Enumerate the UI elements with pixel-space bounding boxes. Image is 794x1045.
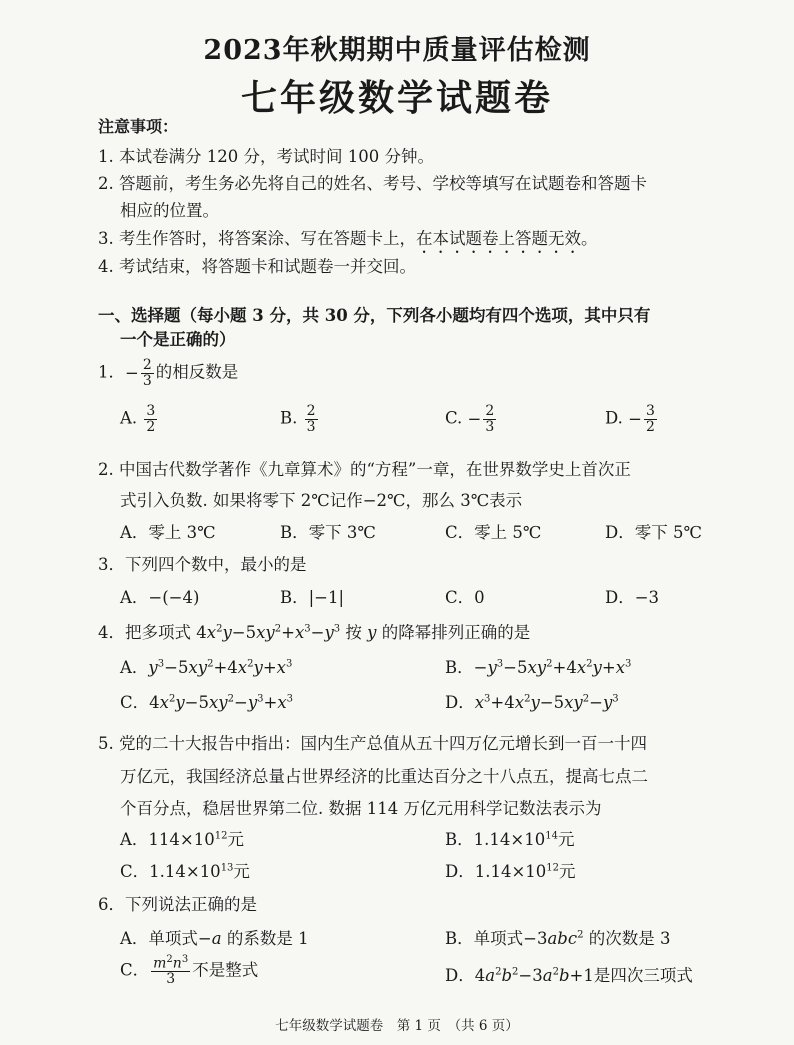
q1-frac-den: 3 [142, 372, 152, 389]
q5-c-unit: 元 [233, 862, 250, 881]
q6-option-a[interactable] [120, 925, 309, 949]
q4-c-label: C． [120, 693, 150, 712]
q1-d-fraction [644, 404, 657, 434]
q6-option-b[interactable] [445, 925, 670, 949]
q2-option-b[interactable]: B．零下 3℃ [280, 523, 376, 542]
q6-a-post: 的系数是 1 [221, 929, 309, 948]
q5-a-label: A． [120, 830, 149, 849]
q4-a-label: A． [120, 658, 149, 677]
q3-option-b[interactable]: B．|−1| [280, 588, 345, 607]
question-6: 6．下列说法正确的是 [98, 895, 257, 914]
q5-b-unit: 元 [557, 830, 575, 849]
exam-title: 2023年秋期期中质量评估检测 [203, 35, 591, 66]
q1-number: 1． [98, 362, 125, 382]
q6-c-fraction [151, 955, 190, 987]
q1-option-c[interactable] [445, 404, 498, 434]
q4-a-expr: $y^3-5xy^2+4x^2y+x^3$ [148, 658, 293, 677]
q1-option-b[interactable] [280, 404, 320, 434]
q4-stem-c: 的降幂排列正确的是 [376, 623, 531, 642]
q5-a-base: 114×10 [148, 830, 215, 849]
q6-c-den: 3 [166, 971, 176, 988]
question-2-line2: 式引入负数. 如果将零下 2℃记作−2℃，那么 3℃表示 [120, 491, 523, 510]
section-heading-cont: 一个是正确的） [120, 330, 236, 349]
q1-c-label: C. [445, 408, 463, 428]
q5-b-exp: 14 [545, 830, 558, 842]
q4-var: y [367, 623, 377, 642]
q5-d-exp: 12 [546, 862, 560, 874]
note-1: 1. 本试卷满分 120 分，考试时间 100 分钟。 [98, 147, 434, 166]
q1-c-fraction [483, 404, 496, 434]
q1-d-num: 3 [645, 403, 655, 419]
q1-a-label: A. [120, 408, 138, 428]
note-4: 4. 考试结束，将答题卡和试题卷一并交回。 [98, 257, 416, 276]
q6-b-post: 的次数是 3 [583, 929, 671, 948]
q5-b-base: 1.14×10 [473, 830, 546, 849]
page-footer: 七年级数学试题卷 第 1 页 （共 6 页） [275, 1018, 519, 1034]
q6-b-pre: B．单项式−3 [445, 929, 548, 948]
q4-option-d[interactable] [445, 689, 619, 713]
q6-a-pre: A．单项式− [120, 929, 212, 948]
q4-option-c[interactable] [120, 689, 293, 713]
q5-option-c[interactable] [120, 858, 250, 882]
q2-option-c[interactable]: C．零上 5℃ [445, 523, 542, 542]
q6-d-label: D． [445, 966, 475, 985]
q1-option-d[interactable] [605, 404, 659, 434]
q6-c-num: $m^2n^3$ [153, 954, 189, 972]
note-2: 2. 答题前，考生务必先将自己的姓名、考号、学校等填写在试题卷和答题卡 [98, 174, 647, 193]
q5-c-exp: 13 [220, 862, 234, 874]
q1-b-label: B. [280, 408, 298, 428]
q6-d-expr: $4a^2b^2-3a^2b+1$ [474, 966, 594, 985]
q2-option-d[interactable]: D．零下 5℃ [605, 523, 702, 542]
notes-heading: 注意事项： [98, 117, 179, 136]
q5-c-label: C． [120, 862, 150, 881]
q4-option-b[interactable] [445, 654, 631, 678]
q5-b-label: B． [445, 830, 474, 849]
q1-c-num: 2 [485, 403, 495, 419]
q1-d-den: 2 [645, 418, 655, 435]
note-3-emphasis: 在本试题卷上答题无效。 [416, 229, 598, 248]
exam-subtitle: 七年级数学试题卷 [240, 77, 553, 119]
q4-stem-b: 按 [340, 623, 368, 642]
q1-a-num: 3 [146, 403, 156, 419]
question-3: 3．下列四个数中，最小的是 [98, 555, 307, 574]
q5-a-unit: 元 [227, 830, 244, 849]
q5-c-base: 1.14×10 [149, 862, 221, 881]
q1-minus: − [125, 363, 139, 383]
q6-c-post: 不是整式 [192, 960, 259, 980]
q1-b-num: 2 [306, 403, 316, 419]
q2-option-a[interactable]: A．零上 3℃ [120, 523, 216, 542]
q4-c-expr: $4x^2y-5xy^2-y^3+x^3$ [149, 693, 294, 712]
q6-c-label: C． [120, 960, 150, 980]
q1-d-label: D. [605, 408, 623, 428]
question-2-line1: 2. 中国古代数学著作《九章算术》的“方程”一章，在世界数学史上首次正 [98, 460, 631, 479]
question-5-line1: 5. 党的二十大报告中指出：国内生产总值从五十四万亿元增长到一百一十四 [98, 734, 647, 753]
q4-d-expr: $x^3+4x^2y-5xy^2-y^3$ [474, 693, 619, 712]
question-5-line3: 个百分点，稳居世界第二位. 数据 114 万亿元用科学记数法表示为 [120, 799, 602, 818]
q6-option-c[interactable] [120, 955, 258, 987]
note-3-text: 3. 考生作答时，将答案涂、写在答题卡上， [98, 229, 416, 248]
q4-stem-a: 4．把多项式 [98, 623, 197, 642]
q6-d-post: 是四次三项式 [593, 966, 693, 985]
note-2-cont: 相应的位置。 [120, 201, 219, 220]
q5-option-b[interactable] [445, 826, 574, 850]
q1-a-fraction [144, 404, 157, 434]
q5-d-label: D． [445, 862, 475, 881]
section-heading: 一、选择题（每小题 3 分，共 30 分，下列各小题均有四个选项，其中只有 [98, 306, 651, 325]
q4-d-label: D． [445, 693, 475, 712]
q3-option-d[interactable]: D．−3 [605, 588, 660, 607]
q1-frac-num: 2 [142, 357, 152, 373]
q1-fraction [141, 358, 154, 388]
q5-option-d[interactable] [445, 858, 576, 882]
q1-stem: 的相反数是 [155, 362, 239, 382]
q3-option-c[interactable]: C．0 [445, 588, 485, 607]
q3-option-a[interactable]: A．−(−4) [120, 588, 200, 607]
q1-b-den: 3 [306, 418, 316, 435]
q6-b-expr: abc$^2$ [547, 929, 584, 948]
q4-b-label: B． [445, 658, 474, 677]
q5-d-base: 1.14×10 [474, 862, 547, 881]
q4-option-a[interactable] [120, 654, 292, 678]
q1-c-den: 3 [485, 418, 495, 435]
q5-a-exp: 12 [214, 830, 228, 842]
q6-option-d[interactable] [445, 962, 693, 986]
q5-d-unit: 元 [559, 862, 576, 881]
q1-a-den: 2 [146, 418, 156, 435]
q1-d-minus: − [628, 409, 642, 429]
q1-c-minus: − [467, 409, 482, 429]
q1-option-a[interactable] [120, 404, 159, 434]
q4-polynomial: $4x^2y-5xy^2+x^3-y^3$ [196, 623, 341, 642]
question-4 [98, 619, 530, 643]
q6-a-var: a [211, 929, 222, 948]
q4-b-expr: $-y^3-5xy^2+4x^2y+x^3$ [473, 658, 632, 677]
question-5-line2: 万亿元，我国经济总量占世界经济的比重达百分之十八点五，提高七点二 [120, 767, 648, 786]
q1-b-fraction [305, 404, 318, 434]
q5-option-a[interactable] [120, 826, 244, 850]
question-1 [98, 358, 238, 388]
